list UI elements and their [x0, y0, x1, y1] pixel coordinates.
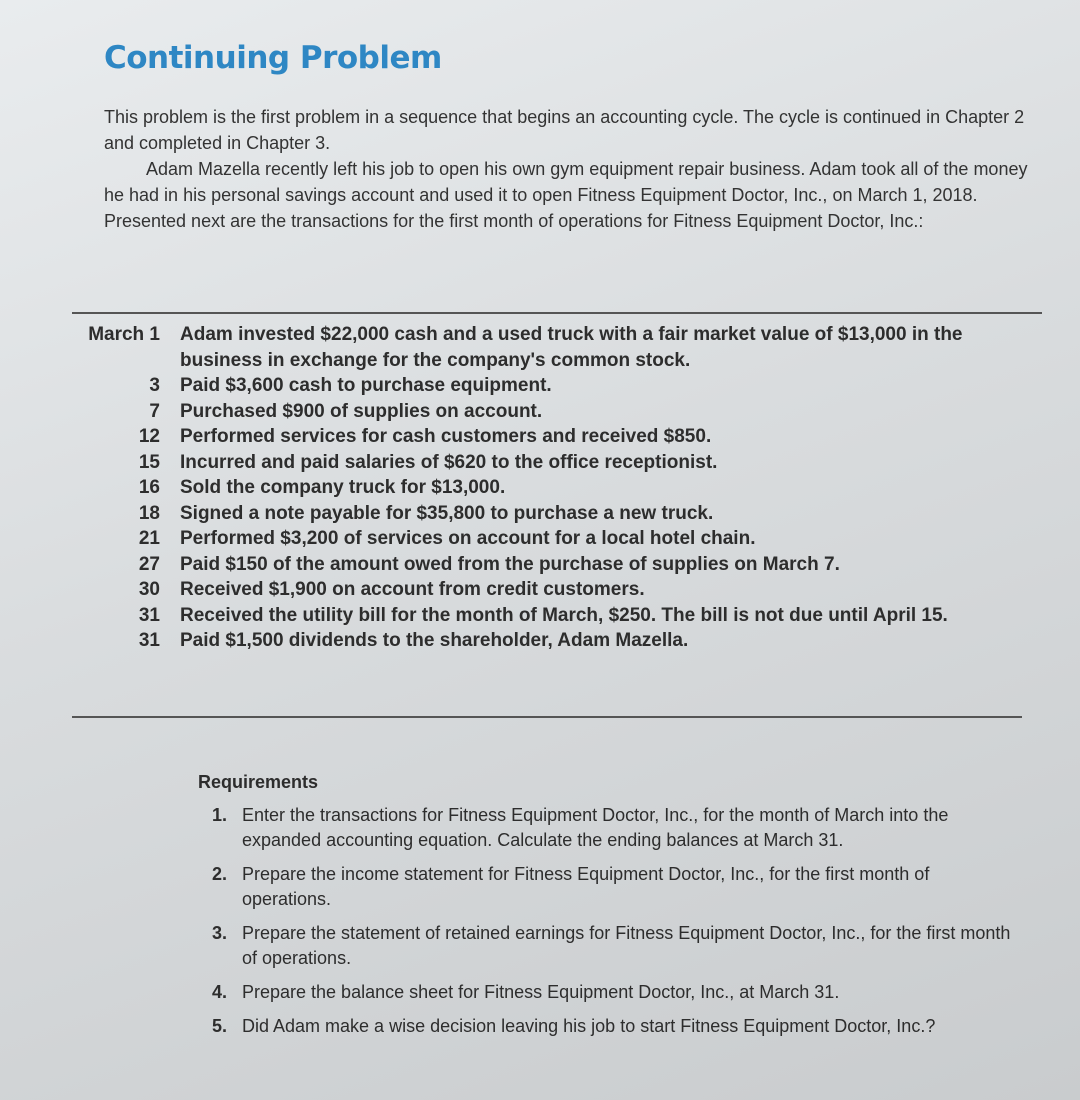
requirement-text: Prepare the balance sheet for Fitness Equipment Doctor, Inc., at March 31. [242, 982, 840, 1002]
requirement-item [198, 803, 1018, 853]
requirement-text: Did Adam make a wise decision leaving his job to start Fitness Equipment Doctor, Inc.? [242, 1016, 936, 1036]
transaction-row [74, 577, 1034, 603]
transaction-date: 21 [138, 528, 160, 549]
transaction-date: 15 [138, 451, 160, 473]
requirements-section [198, 770, 1018, 1048]
transaction-description: Signed a note payable for $35,800 to purchase a new truck. [180, 502, 714, 524]
transaction-date: 7 [149, 400, 160, 422]
requirement-number: 1. [212, 805, 228, 825]
page-title: Continuing Problem [104, 40, 442, 76]
requirement-number: 3. [212, 923, 228, 943]
transaction-row [74, 526, 1034, 552]
transaction-description: Adam invested $22,000 cash and a used truck with a fair market value of $13,000 in the business in exchange for the company's common stock. [180, 324, 963, 371]
requirement-number: 5. [212, 1016, 228, 1036]
requirement-text: Prepare the income statement for Fitness Equipment Doctor, Inc., for the first month of operations. [242, 864, 930, 909]
requirement-item [198, 1014, 1018, 1039]
transaction-row [74, 628, 1034, 654]
table-top-rule [72, 312, 1042, 314]
transaction-description: Received the utility bill for the month of March, $250. The bill is not due until April 15. [180, 604, 948, 626]
transaction-description: Paid $1,500 dividends to the shareholder, Adam Mazella. [180, 630, 689, 651]
requirement-item [198, 921, 1018, 971]
transaction-date: 30 [138, 579, 160, 600]
requirement-text: Enter the transactions for Fitness Equipment Doctor, Inc., for the month of March into the expanded accounting equation. Calculate the ending balances at March 31. [242, 805, 949, 850]
transaction-description: Purchased $900 of supplies on account. [180, 400, 543, 422]
intro-paragraph-2: Adam Mazella recently left his job to open his own gym equipment repair business. Adam took all of the money he had in his personal savings account and used it to open Fitness Equipment Doctor, Inc., on March 1, 2018. Presented next are the transactions for the first month of operations for Fitness Equipment Doctor, Inc.: [104, 159, 1028, 231]
transaction-description: Performed services for cash customers and received $850. [180, 426, 712, 447]
transaction-date: 12 [138, 426, 160, 447]
transaction-row [74, 322, 1034, 373]
transaction-description: Paid $150 of the amount owed from the purchase of supplies on March 7. [180, 553, 840, 575]
transaction-description: Performed $3,200 of services on account for a local hotel chain. [180, 528, 756, 549]
intro-paragraph-1: This problem is the first problem in a sequence that begins an accounting cycle. The cycle is continued in Chapter 2 and completed in Chapter 3. [104, 107, 1025, 153]
requirement-number: 4. [212, 982, 228, 1002]
requirement-number: 2. [212, 864, 228, 884]
transaction-date: 31 [138, 630, 160, 651]
transaction-list [74, 322, 1034, 654]
transaction-date: 27 [138, 553, 160, 575]
transaction-date: 31 [138, 604, 160, 626]
requirements-heading: Requirements [198, 772, 319, 792]
intro-text [104, 104, 1049, 234]
requirement-text: Prepare the statement of retained earnings for Fitness Equipment Doctor, Inc., for the first month of operations. [242, 923, 1011, 968]
transaction-description: Incurred and paid salaries of $620 to the office receptionist. [180, 451, 718, 473]
transaction-description: Paid $3,600 cash to purchase equipment. [180, 375, 552, 396]
transaction-date: March 1 [88, 324, 160, 345]
transaction-row [74, 603, 1034, 629]
transaction-description: Received $1,900 on account from credit customers. [180, 579, 645, 600]
transaction-row [74, 373, 1034, 399]
transaction-row [74, 450, 1034, 476]
transaction-description: Sold the company truck for $13,000. [180, 477, 506, 498]
transaction-date: 18 [138, 502, 160, 524]
requirement-item [198, 980, 1018, 1005]
transaction-row [74, 475, 1034, 501]
transaction-row [74, 424, 1034, 450]
transaction-row [74, 501, 1034, 527]
transaction-row [74, 399, 1034, 425]
transaction-date: 3 [149, 375, 160, 396]
transaction-date: 16 [138, 477, 160, 498]
transaction-row [74, 552, 1034, 578]
table-bottom-rule [72, 716, 1022, 718]
requirement-item [198, 862, 1018, 912]
